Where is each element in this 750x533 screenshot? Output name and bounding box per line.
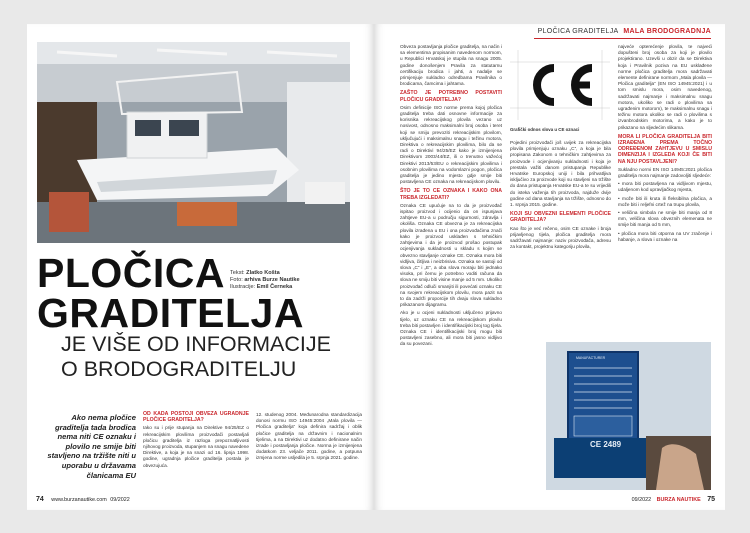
boat-hangar-illustration [37,42,350,243]
plate-header-text: MANUFACTURER [576,356,606,360]
header-rubric: MALA BRODOGRADNJA [623,28,711,35]
credits: Tekst: Zlatko Košta Foto: arhiva Burze Nautike Ilustracije: Emil Černeka [230,270,300,290]
right-footer [632,496,715,503]
left-column-a [143,411,249,471]
subhead-ce-oznaka: ŠTO JE TO CE OZNAKA I KAKO ONA TREBA IZGLEDATI? [400,188,502,201]
lead-paragraph: Ako nema pločice graditelja tada brodica nema niti CE oznaku i plovilo ne smije biti stavljeno na tržište niti u uporabu u državama članicama EU [47,413,136,480]
title-line-1: PLOČICA [37,250,225,296]
left-page [27,24,374,510]
builder-plate-illustration [546,342,711,490]
header-rule [534,38,711,39]
bullet-item: • veličina simbola ne smije biti manja od 8 mm, veličina slova obveznih elemenata ne smije biti manja od 5 mm, [618,210,712,228]
left-column-b [256,412,362,464]
title-line-2: GRADITELJA [37,290,304,336]
paragraph: Osim definicije ISO norme prema kojoj pločica graditelja treba dati osnovne informacije za korisnika rekreacijskog plovila vezano uz nosivost, odnosno maksimalni broj osoba i teret koji se smiju prevoziti rekreacijskim plovilom, uključujući i maksimalnu snagu i težinu motora, Direktiva o rekreacijskim plovilima, bilo da se radi o Direktivi 94/25/EZ kako je izmijenjena Direktivom 2003/44/EZ, ili o trenutno važećoj Direktivi 2013/53/EU o rekreacijskim plovilima i osobnim plovilima na vodomlazni pogon, pločica graditelja je jedino mjesto gdje smije biti postavljena CE oznaka na rekreacijskom plovilu. [400,104,502,185]
right-header [538,28,711,35]
paragraph: Kao što je već rečeno, osim CE oznake i broja prijavljenog tijela, pločica graditelja mora sadržavati najmanje: naziv proizvođača, adresu za kontakt, projektnu kategoriju plovila, [510,225,611,250]
subtitle-line-2: O BRODOGRADITELJU [61,357,297,381]
website-link[interactable]: www.burzanautike.com [51,497,107,503]
bullet-item: • mora biti postavljena na vidljivom mjestu, udaljenom kod upravljačkog mjesta, [618,181,712,193]
paragraph: Oznaka CE upućuje na to da je proizvođač ispitao proizvod i ocijenio da on ispunjava zahtjeve EU-a u području sigurnosti, zdravlja i okoliša. Oznaka CE obvezna je za rekreacijska plovila izrađena u EU i ona proizvođačima znači kako je proizvod usklađen s tehničkim zahtjevima i da je proizvod prošao postupak ocjenjivanja sukladnosti u skladu s kojim se obvezno stavljanje oznake CE. Oznaka mora biti vidljiva, čitljiva i neizbrisiva. Oznaka se sastoji od slova „C” i „E”, a oba slova moraju biti jednako visoka, pri čemu je potrebno voditi računa da slova ne smiju biti visine manje od 5 mm. Ukoliko proizvođač odluči smanjiti ili povećati oznaku CE na svojem rekreacijskom plovilu, mora pazit na to da zadrži proporcije tih dvaju slova sukladno prikazanom dijagramu. [400,202,502,308]
page-number-right: 75 [707,496,715,503]
plate-ce-number: CE 2489 [590,440,622,449]
ce-diagram [510,50,610,130]
paragraph: Sukladno normi EN ISO 14945:2021 pločica graditelja mora najmanje zadovoljiti sljedeće: [618,166,712,179]
issue-right: 09/2022 [631,497,652,503]
right-column-1 [400,44,502,350]
bullet-item: • može biti ili kruta ili fleksibilna pločica, a može biti i reljefni crtež na trupu plovila, [618,195,712,207]
article-subtitle [61,332,361,382]
page-number-left: 74 [36,496,44,503]
right-column-3 [618,44,712,245]
left-footer [36,496,130,503]
paragraph: Ako je u ocjeni sukladnosti uključeno prijavno tijelo, uz oznaku CE na rekreacijskom plovilu treba biti postavljen i identifikacijski broj tog tijela. Oznaka CE i identifikacijski broj mogu biti postavljeni zasebno, ali mora biti jasno vidljivo da su povezani. [400,310,502,347]
paragraph: 12. studenog 2004. Međunarodna standardizacija donosi normu ISO 14945:2004 „Mala plovila — Pločica graditelja” koja definira sadržaj i oblik pločice graditelja na državnim i nacionalnim tijelima, a na Direktivi uz dodatno definirane način izrade i postavljanja pločice. Norma je izmijenjena dodatkom 23. veljače 2011. godine, a potpuna izmjena norme usljedila je 5. srpnja 2021. godine. [256,412,362,461]
boat-hangar-photo [37,42,350,243]
subtitle-line-1: JE VIŠE OD INFORMACIJE [61,332,331,356]
subhead-zasto: ZAŠTO JE POTREBNO POSTAVITI PLOČICU GRADITELJA? [400,90,502,103]
right-page [374,24,725,510]
subhead-elementi: KOJI SU OBVEZNI ELEMENTI PLOČICE GRADITELJA? [510,211,611,224]
subhead-dimenzije: MORA LI PLOČICA GRADITELJA BITI IZRAĐENA PREMA TOČNO ODREĐENOM ZAHTJEVU U SMISLU DIMENZIJA I IZGLEDA KOJI ČE BITI NA NJU POSTAVLJENI? [618,133,712,165]
paragraph: Obveza postavljanja pločice graditelja, na način i sa elementima propisanim navedenom normom, u Republici Hrvatskoj je stupila na snagu 2005. godine donošenjem Pravila za statutarnu certifikaciju brodica i jahti, a nadalje se primjenjuje sukladno odredbama Pravilnika o brodicama, čamcima i jahtama. [400,44,502,87]
issue-left: 09/2022 [110,497,130,503]
header-topic: PLOČICA GRADITELJA [537,28,619,35]
subhead-obveza: OD KADA POSTOJI OBVEZA UGRADNJE PLOČICE GRADITELJA? [143,411,249,424]
right-column-2 [510,140,611,252]
magazine-name: BURZA NAUTIKE [656,497,701,503]
paragraph: Iako su i prije stupanja na Direktive 94/25/EZ o rekreacijskim plovilima proizvođači postavljali pločicu graditelja iz razloga prepoznatljivosti njihovog proizvoda, stupanjem na snagu navedene Direktive, a koja je na snazi od 16. lipnja 1998. godine, ugradnja pločice graditelja postala je obvezujuća. [143,425,249,468]
article-title [37,250,304,336]
builder-plate-photo [546,342,711,490]
bullet-item: • pločica mora biti otporna na UV zračenje i habanje, a slova i oznake na [618,230,712,242]
ce-caption: Grafički odnos slova u CE oznaci [510,127,580,132]
paragraph: najveće opterećenje plovila, te najveći dopušteni broj osoba za koji je plovilo projektirano. Uzevši u obzir da se Direktiva koja i Pravilnik poziva na EU usklađene norme pločica graditelja mora sadržavati elemente definirane normom „Mala plovila — Pločica graditelja” (EN ISO 14945:2021) i u tom smislu mora, osim navedenog, sadržavati najmanje i maksimalnu snagu motora, ukoliko se radi o plovilima sa ugrađenim motorom), te maksimalnu snagu i težinu motora ukoliko se radi o plovilima s izvanbrodskim motorima, a kako je to prikazano na sljedećim slikama. [618,44,712,130]
paragraph: Pojedini proizvođači još uvijek za rekreacijska plovila primjenjuju oznaku „C”, a koja je bila propisana Zakonom o tehničkim zahtjevima za proizvode i ocjenjivanju sukladnosti i koja je prestala važiti danom pristupanja Republike Hrvatske Europskoj uniji i bila prihvatljiva isključivo za proizvode koji su stavljeni na tržište do dana pristupanja Hrvatske EU-a te su vrijedili do isteka važenja tih proizvoda, najduže dvije godine od dana stavljanja na tržište, odnosno do 1. srpnja 2015. godine. [510,140,611,208]
ce-mark-icon [510,50,610,120]
